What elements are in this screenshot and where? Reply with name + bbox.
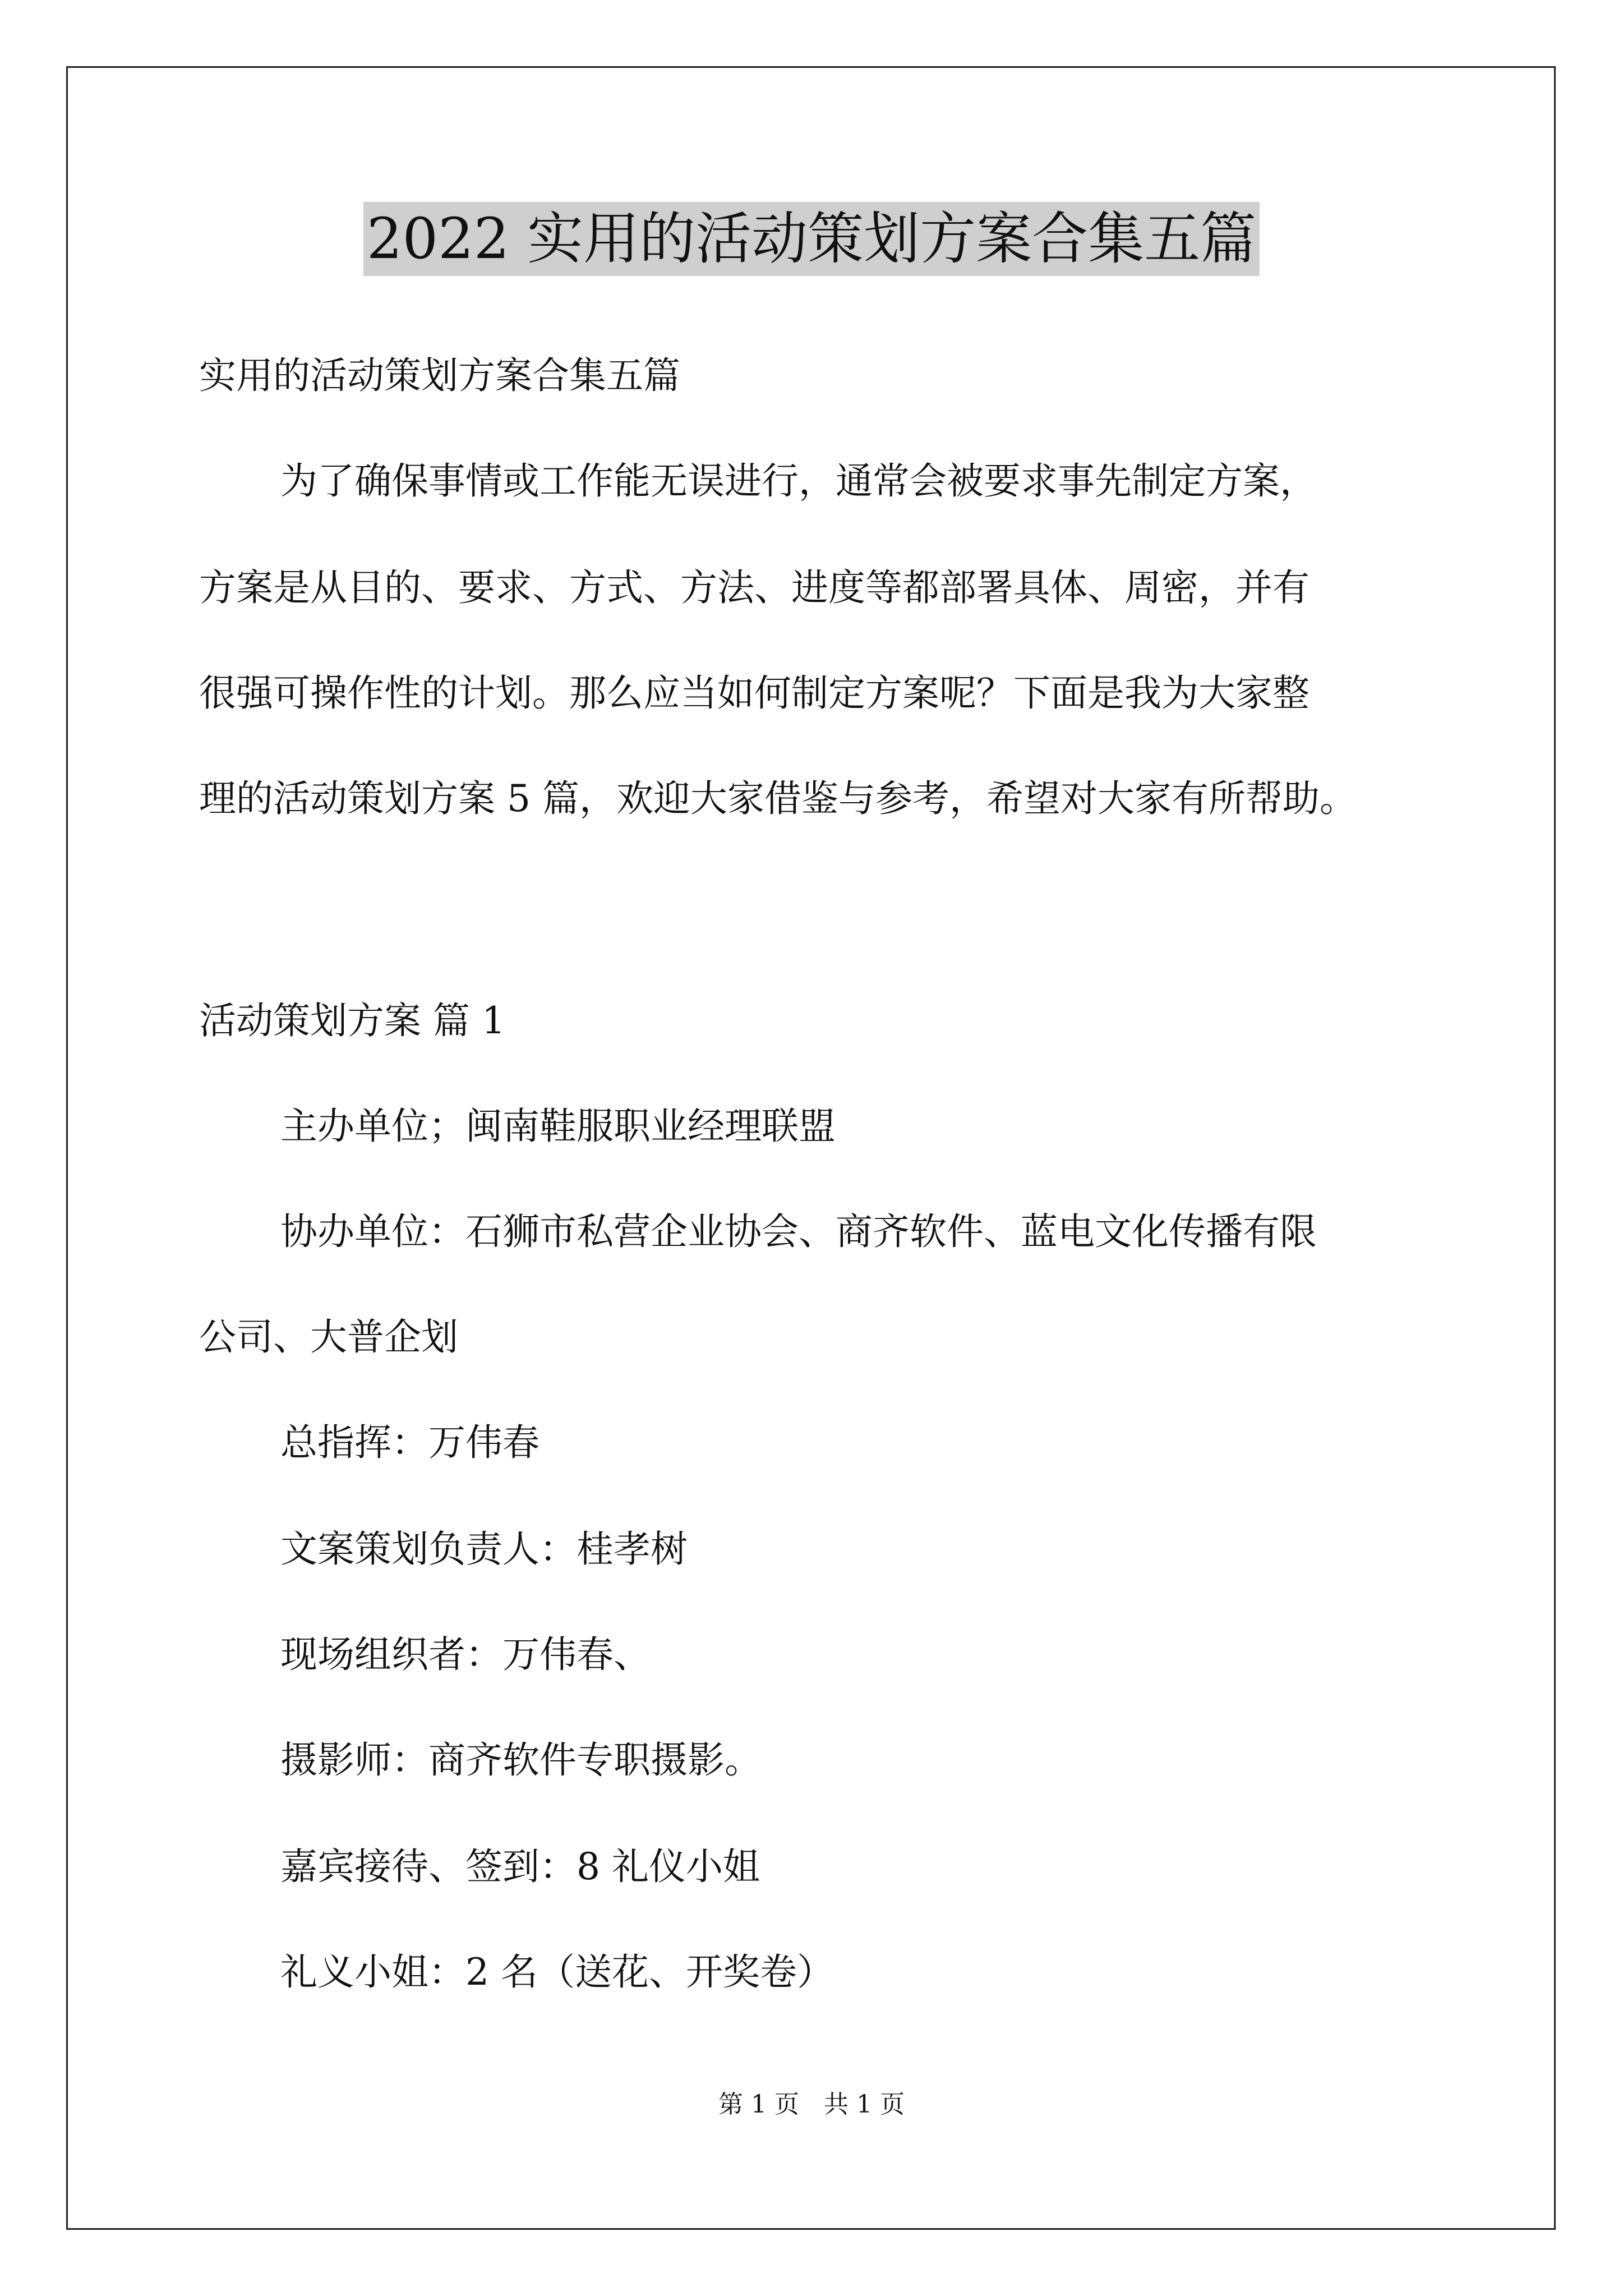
section-line: 礼义小姐：2 名（送花、开奖卷） — [280, 1950, 834, 1994]
intro-line: 理的活动策划方案 5 篇，欢迎大家借鉴与参考，希望对大家有所帮助。 — [199, 777, 1357, 820]
section-line: 摄影师：商齐软件专职摄影。 — [280, 1738, 762, 1782]
section-line: 总指挥：万伟春 — [280, 1421, 540, 1464]
document-title-text: 2022 实用的活动策划方案合集五篇 — [363, 202, 1260, 276]
intro-line: 方案是从目的、要求、方式、方法、进度等都部署具体、周密，并有 — [199, 566, 1310, 609]
page-number-footer: 第 1 页 共 1 页 — [718, 2090, 905, 2119]
document-title — [0, 202, 1623, 288]
section-line: 公司、大普企划 — [199, 1315, 458, 1359]
section-line: 嘉宾接待、签到：8 礼仪小姐 — [280, 1845, 760, 1888]
intro-line: 为了确保事情或工作能无误进行，通常会被要求事先制定方案， — [280, 459, 1317, 503]
document-subtitle: 实用的活动策划方案合集五篇 — [199, 354, 680, 397]
section-line: 主办单位；闽南鞋服职业经理联盟 — [280, 1105, 836, 1148]
intro-line: 很强可操作性的计划。那么应当如何制定方案呢？下面是我为大家整 — [199, 671, 1310, 715]
section-line: 文案策划负责人：桂孝树 — [280, 1527, 688, 1571]
section-heading: 活动策划方案 篇 1 — [199, 999, 505, 1042]
section-line: 现场组织者：万伟春、 — [280, 1633, 651, 1676]
section-line: 协办单位：石狮市私营企业协会、商齐软件、蓝电文化传播有限 — [280, 1210, 1317, 1253]
